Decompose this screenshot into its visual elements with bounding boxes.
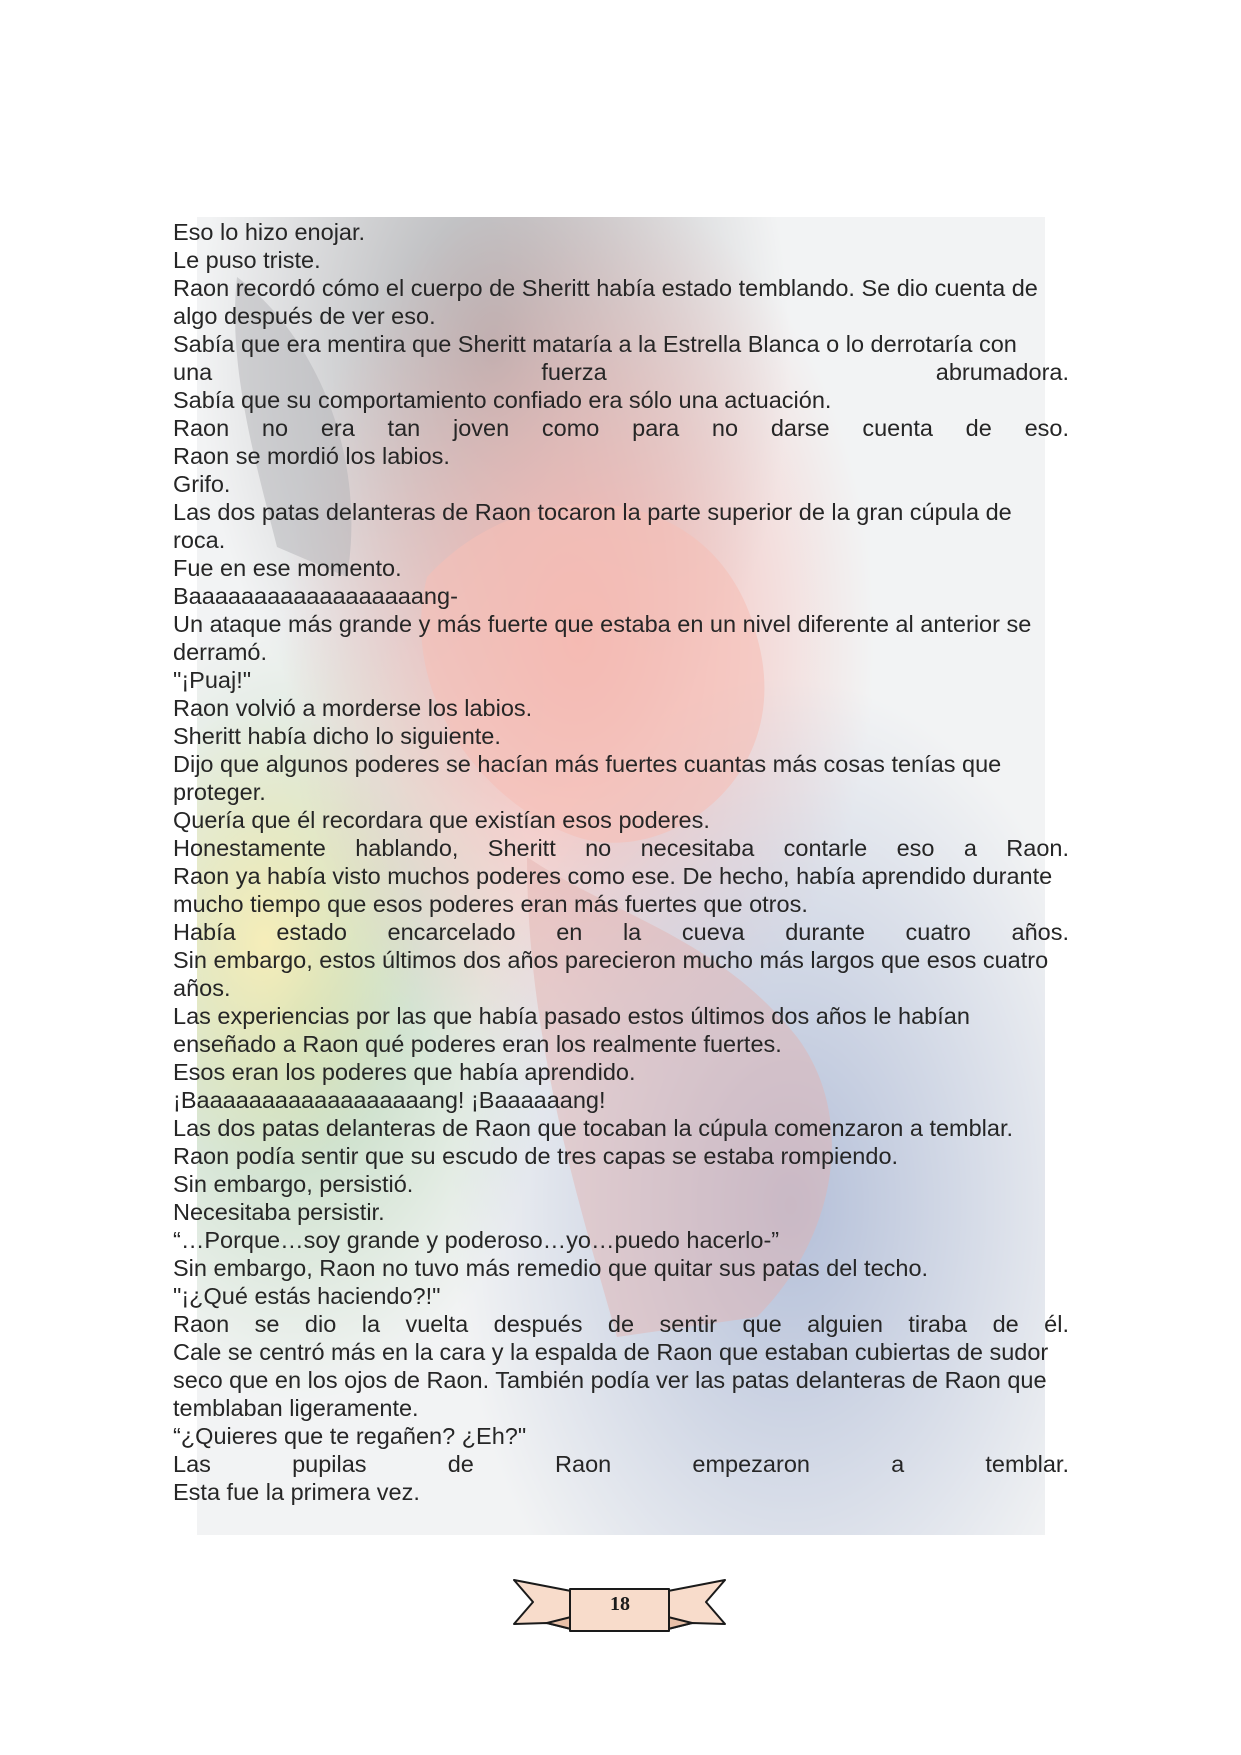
text-line: Sheritt había dicho lo siguiente. — [173, 723, 501, 749]
text-line: Le puso triste. — [173, 247, 321, 273]
text-line: Quería que él recordara que existían esos poderes. — [173, 807, 710, 833]
text-line: Honestamente hablando, Sheritt no necesitaba contarle eso a Raon. — [173, 835, 1069, 861]
text-line: algo después de ver eso. — [173, 303, 436, 329]
page-text — [173, 218, 1069, 1506]
text-line: Las experiencias por las que había pasado estos últimos dos años le habían — [173, 1003, 970, 1029]
text-line: Sabía que era mentira que Sheritt mataría a la Estrella Blanca o lo derrotaría con — [173, 331, 1017, 357]
text-line: "¡¿Qué estás haciendo?!" — [173, 1283, 441, 1309]
text-line: Raon se mordió los labios. — [173, 443, 450, 469]
text-line: derramó. — [173, 639, 268, 665]
text-line: Raon no era tan joven como para no darse cuenta de eso. — [173, 415, 1069, 441]
text-line: Sin embargo, estos últimos dos años parecieron mucho más largos que esos cuatro — [173, 947, 1049, 973]
text-line: seco que en los ojos de Raon. También podía ver las patas delanteras de Raon que — [173, 1367, 1047, 1393]
text-line: Dijo que algunos poderes se hacían más fuertes cuantas más cosas tenías que — [173, 751, 1002, 777]
text-line: proteger. — [173, 779, 266, 805]
text-line: roca. — [173, 527, 226, 553]
text-line: Eso lo hizo enojar. — [173, 219, 366, 245]
text-line: Raon recordó cómo el cuerpo de Sheritt había estado temblando. Se dio cuenta de — [173, 275, 1038, 301]
text-line: Un ataque más grande y más fuerte que estaba en un nivel diferente al anterior se — [173, 611, 1032, 637]
text-line: Fue en ese momento. — [173, 555, 402, 581]
text-line: "¡Puaj!" — [173, 667, 252, 693]
text-line: Las pupilas de Raon empezaron a temblar. — [173, 1451, 1069, 1477]
text-line: ¡Baaaaaaaaaaaaaaaaaang! ¡Baaaaaang! — [173, 1087, 606, 1113]
text-line: “¿Quieres que te regañen? ¿Eh?" — [173, 1423, 527, 1449]
text-line: mucho tiempo que esos poderes eran más fuertes que otros. — [173, 891, 808, 917]
text-line: Raon se dio la vuelta después de sentir que alguien tiraba de él. — [173, 1311, 1069, 1337]
text-line: Baaaaaaaaaaaaaaaaaang- — [173, 583, 458, 609]
text-line: Las dos patas delanteras de Raon que tocaban la cúpula comenzaron a temblar. — [173, 1115, 1014, 1141]
text-line: Esos eran los poderes que había aprendido. — [173, 1059, 636, 1085]
text-line: Raon ya había visto muchos poderes como ese. De hecho, había aprendido durante — [173, 863, 1053, 889]
text-line: Cale se centró más en la cara y la espalda de Raon que estaban cubiertas de sudor — [173, 1339, 1049, 1365]
text-line: Las dos patas delanteras de Raon tocaron la parte superior de la gran cúpula de — [173, 499, 1012, 525]
text-line: Raon volvió a morderse los labios. — [173, 695, 533, 721]
text-line: Esta fue la primera vez. — [173, 1479, 420, 1505]
page-number-banner — [513, 1577, 726, 1633]
text-line: una fuerza abrumadora. — [173, 359, 1069, 385]
text-line: “…Porque…soy grande y poderoso…yo…puedo hacerlo-” — [173, 1227, 780, 1253]
page-number: 18 — [610, 1593, 630, 1615]
text-line: Sabía que su comportamiento confiado era sólo una actuación. — [173, 387, 832, 413]
text-line: Sin embargo, persistió. — [173, 1171, 414, 1197]
text-line: Necesitaba persistir. — [173, 1199, 385, 1225]
text-line: Raon podía sentir que su escudo de tres capas se estaba rompiendo. — [173, 1143, 899, 1169]
text-line: temblaban ligeramente. — [173, 1395, 419, 1421]
text-line: Sin embargo, Raon no tuvo más remedio que quitar sus patas del techo. — [173, 1255, 929, 1281]
text-line: enseñado a Raon qué poderes eran los realmente fuertes. — [173, 1031, 782, 1057]
text-line: Grifo. — [173, 471, 231, 497]
text-line: Había estado encarcelado en la cueva durante cuatro años. — [173, 919, 1069, 945]
text-line: años. — [173, 975, 231, 1001]
